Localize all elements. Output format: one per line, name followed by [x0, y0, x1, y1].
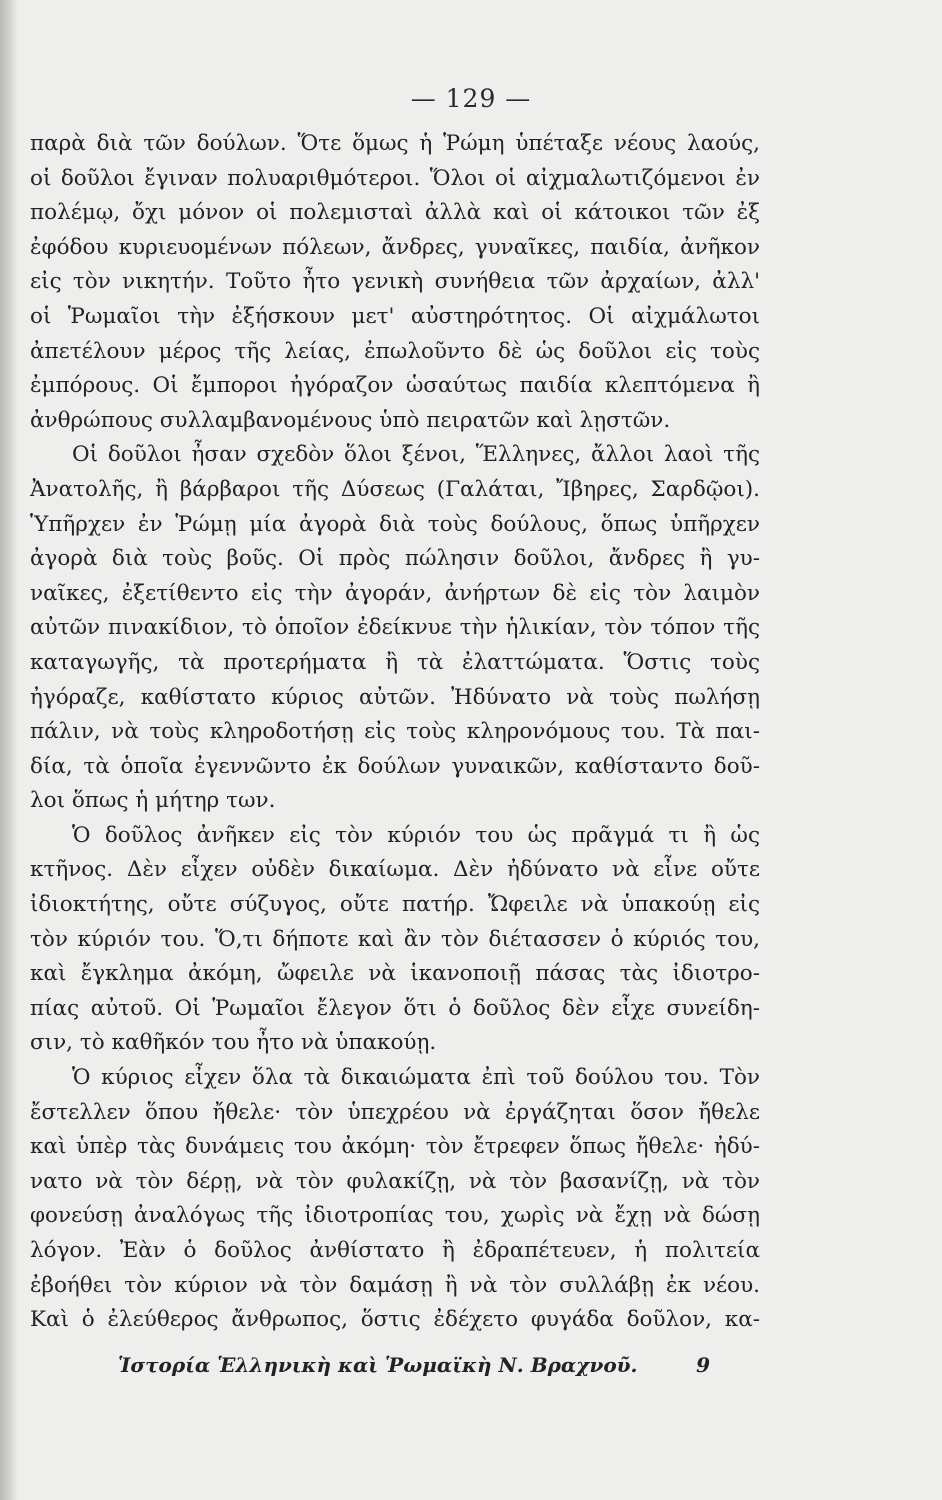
text-line: λοι ὅπως ἡ μήτηρ των.: [30, 788, 276, 814]
text-line: ἔστελλεν ὅπου ἤθελε· τὸν ὑπεχρέου νὰ ἐργάζηται ὅσον ἤθελε: [30, 1099, 760, 1125]
footer-book-title: Ἱστορία Ἑλληνικὴ καὶ Ῥωμαϊκὴ Ν. Βραχνοῦ.: [118, 1353, 638, 1377]
text-line: λόγον. Ἐὰν ὁ δοῦλος ἀνθίστατο ἢ ἐδραπέτευεν, ἡ πολιτεία: [30, 1238, 760, 1263]
text-line: καὶ ὑπὲρ τὰς δυνάμεις του ἀκόμη· τὸν ἔτρεφεν ὅπως ἤθελε· ἠδύ-: [30, 1134, 760, 1160]
text-line: ἠγόραζε, καθίστατο κύριος αὐτῶν. Ἠδύνατο νὰ τοὺς πωλήσῃ: [30, 684, 760, 710]
text-line: ἀνθρώπους συλλαμβανομένους ὑπὸ πειρατῶν καὶ λῃστῶν.: [30, 407, 671, 433]
text-line: πάλιν, νὰ τοὺς κληροδοτήσῃ εἰς τοὺς κληρονόμους του. Τὰ παι-: [30, 719, 760, 745]
paragraph-start-line: Ὁ δοῦλος ἀνῆκεν εἰς τὸν κύριόν του ὡς πρᾶγμά τι ἢ ὡς: [72, 822, 760, 848]
text-line: πολέμῳ, ὄχι μόνον οἱ πολεμισταὶ ἀλλὰ καὶ οἱ κάτοικοι τῶν ἐξ: [30, 200, 760, 226]
text-line: δία, τὰ ὁποῖα ἐγεννῶντο ἐκ δούλων γυναικῶν, καθίσταντο δοῦ-: [30, 753, 760, 779]
text-line: οἱ δοῦλοι ἔγιναν πολυαριθμότεροι. Ὅλοι οἱ αἰχμαλωτιζόμενοι ἐν: [30, 165, 760, 191]
page-footer: [118, 1353, 718, 1383]
text-line: Ἀνατολῆς, ἢ βάρβαροι τῆς Δύσεως (Γαλάται, Ἴβηρες, Σαρδῷοι).: [30, 476, 760, 502]
text-line: ἀγορὰ διὰ τοὺς βοῦς. Οἱ πρὸς πώλησιν δοῦλοι, ἄνδρες ἢ γυ-: [30, 546, 760, 572]
text-line: κτῆνος. Δὲν εἶχεν οὐδὲν δικαίωμα. Δὲν ἠδύνατο νὰ εἶνε οὔτε: [30, 857, 760, 883]
text-line: φονεύσῃ ἀναλόγως τῆς ἰδιοτροπίας του, χωρὶς νὰ ἔχῃ νὰ δώσῃ: [30, 1203, 760, 1229]
body-text: [30, 127, 760, 1338]
text-line: εἰς τὸν νικητήν. Τοῦτο ἦτο γενικὴ συνήθεια τῶν ἀρχαίων, ἀλλ': [30, 269, 760, 295]
text-line: αὐτῶν πινακίδιον, τὸ ὁποῖον ἐδείκνυε τὴν ἡλικίαν, τὸν τόπον τῆς: [30, 615, 760, 641]
text-line: ναῖκες, ἐξετίθεντο εἰς τὴν ἀγοράν, ἀνήρτων δὲ εἰς τὸν λαιμὸν: [30, 580, 760, 606]
text-line: ἐμπόρους. Οἱ ἔμποροι ἠγόραζον ὡσαύτως παιδία κλεπτόμενα ἢ: [30, 373, 760, 399]
text-line: πίας αὐτοῦ. Οἱ Ῥωμαῖοι ἔλεγον ὅτι ὁ δοῦλος δὲν εἶχε συνείδη-: [30, 995, 760, 1021]
text-line: ἐφόδου κυριευομένων πόλεων, ἄνδρες, γυναῖκες, παιδία, ἀνῆκον: [30, 234, 760, 260]
paragraph-start-line: Οἱ δοῦλοι ἦσαν σχεδὸν ὅλοι ξένοι, Ἕλληνες, ἄλλοι λαοὶ τῆς: [72, 442, 760, 468]
text-line: καταγωγῆς, τὰ προτερήματα ἢ τὰ ἐλαττώματα. Ὅστις τοὺς: [30, 649, 760, 675]
page-number: — 129 —: [410, 84, 532, 113]
text-line: ἐβοήθει τὸν κύριον νὰ τὸν δαμάσῃ ἢ νὰ τὸν συλλάβῃ ἐκ νέου.: [30, 1272, 760, 1298]
text-line: παρὰ διὰ τῶν δούλων. Ὅτε ὅμως ἡ Ῥώμη ὑπέταξε νέους λαούς,: [30, 131, 760, 156]
footer-signature-mark: 9: [696, 1353, 710, 1377]
paragraph-start-line: Ὁ κύριος εἶχεν ὅλα τὰ δικαιώματα ἐπὶ τοῦ δούλου του. Τὸν: [72, 1065, 760, 1091]
text-line: σιν, τὸ καθῆκόν του ἦτο νὰ ὑπακούῃ.: [30, 1030, 437, 1056]
text-line: Ὑπῆρχεν ἐν Ῥώμῃ μία ἀγορὰ διὰ τοὺς δούλους, ὅπως ὑπῆρχεν: [30, 511, 760, 537]
text-line: τὸν κύριόν του. Ὅ,τι δήποτε καὶ ἂν τὸν διέτασσεν ὁ κύριός του,: [30, 926, 760, 952]
text-line: νατο νὰ τὸν δέρῃ, νὰ τὸν φυλακίζῃ, νὰ τὸν βασανίζῃ, νὰ τὸν: [30, 1168, 760, 1194]
binding-shadow: [0, 0, 18, 1500]
text-line: ἀπετέλουν μέρος τῆς λείας, ἐπωλοῦντο δὲ ὡς δοῦλοι εἰς τοὺς: [30, 338, 760, 364]
text-line: καὶ ἔγκλημα ἀκόμη, ὤφειλε νὰ ἱκανοποιῇ πάσας τὰς ἰδιοτρο-: [30, 961, 760, 987]
text-line: ἰδιοκτήτης, οὔτε σύζυγος, οὔτε πατήρ. Ὤφειλε νὰ ὑπακούῃ εἰς: [30, 892, 760, 918]
text-line: οἱ Ῥωμαῖοι τὴν ἐξήσκουν μετ' αὐστηρότητος. Οἱ αἰχμάλωτοι: [30, 303, 760, 329]
text-line: Καὶ ὁ ἐλεύθερος ἄνθρωπος, ὅστις ἐδέχετο φυγάδα δοῦλον, κα-: [30, 1307, 760, 1333]
